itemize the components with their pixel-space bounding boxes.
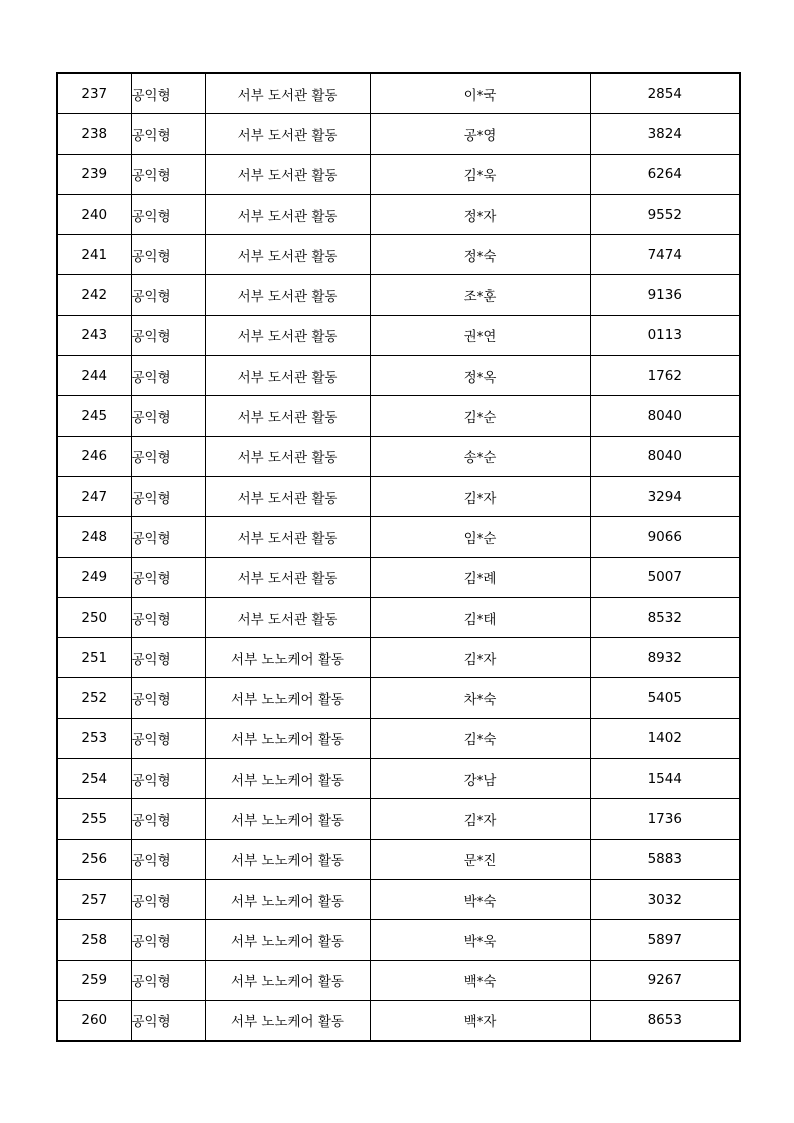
- row-number-cell: 237: [57, 73, 131, 114]
- participant-code-cell: 3032: [590, 879, 740, 919]
- participant-name-cell: 정*옥: [370, 356, 590, 396]
- table-row: [57, 315, 740, 355]
- table-row: [57, 597, 740, 637]
- participant-name-cell: 박*욱: [370, 920, 590, 960]
- row-number-cell: 257: [57, 879, 131, 919]
- activity-name-cell: 서부 노노케어 활동: [205, 920, 370, 960]
- activity-name-cell: 서부 도서관 활동: [205, 194, 370, 234]
- row-number-cell: 245: [57, 396, 131, 436]
- participant-code-cell: 9267: [590, 960, 740, 1000]
- program-type-cell: 공익형: [131, 73, 205, 114]
- row-number-cell: 241: [57, 235, 131, 275]
- row-number-cell: 240: [57, 194, 131, 234]
- activity-name-cell: 서부 노노케어 활동: [205, 960, 370, 1000]
- program-type-cell: 공익형: [131, 638, 205, 678]
- program-type-cell: 공익형: [131, 597, 205, 637]
- participant-name-cell: 차*숙: [370, 678, 590, 718]
- table-row: [57, 879, 740, 919]
- row-number-cell: 244: [57, 356, 131, 396]
- row-number-cell: 242: [57, 275, 131, 315]
- participant-code-cell: 8653: [590, 1000, 740, 1041]
- participant-code-cell: 9552: [590, 194, 740, 234]
- table-row: [57, 436, 740, 476]
- activity-name-cell: 서부 노노케어 활동: [205, 759, 370, 799]
- program-type-cell: 공익형: [131, 517, 205, 557]
- participant-name-cell: 임*순: [370, 517, 590, 557]
- activity-name-cell: 서부 노노케어 활동: [205, 678, 370, 718]
- participant-code-cell: 0113: [590, 315, 740, 355]
- activity-name-cell: 서부 도서관 활동: [205, 557, 370, 597]
- table-row: [57, 799, 740, 839]
- activity-name-cell: 서부 노노케어 활동: [205, 1000, 370, 1041]
- program-type-cell: 공익형: [131, 396, 205, 436]
- program-type-cell: 공익형: [131, 436, 205, 476]
- participant-code-cell: 6264: [590, 154, 740, 194]
- participant-name-cell: 정*숙: [370, 235, 590, 275]
- row-number-cell: 250: [57, 597, 131, 637]
- program-type-cell: 공익형: [131, 154, 205, 194]
- participant-name-cell: 권*연: [370, 315, 590, 355]
- participant-name-cell: 강*남: [370, 759, 590, 799]
- activity-name-cell: 서부 도서관 활동: [205, 154, 370, 194]
- activity-name-cell: 서부 도서관 활동: [205, 114, 370, 154]
- roster-body: [57, 73, 740, 1041]
- participant-code-cell: 8040: [590, 396, 740, 436]
- row-number-cell: 256: [57, 839, 131, 879]
- participant-code-cell: 3824: [590, 114, 740, 154]
- table-row: [57, 235, 740, 275]
- participant-name-cell: 김*자: [370, 638, 590, 678]
- table-row: [57, 638, 740, 678]
- activity-name-cell: 서부 도서관 활동: [205, 396, 370, 436]
- program-type-cell: 공익형: [131, 356, 205, 396]
- program-type-cell: 공익형: [131, 799, 205, 839]
- activity-name-cell: 서부 노노케어 활동: [205, 839, 370, 879]
- program-type-cell: 공익형: [131, 235, 205, 275]
- participant-code-cell: 7474: [590, 235, 740, 275]
- program-type-cell: 공익형: [131, 718, 205, 758]
- activity-name-cell: 서부 노노케어 활동: [205, 718, 370, 758]
- program-type-cell: 공익형: [131, 315, 205, 355]
- participant-name-cell: 백*자: [370, 1000, 590, 1041]
- program-type-cell: 공익형: [131, 839, 205, 879]
- participant-name-cell: 이*국: [370, 73, 590, 114]
- participant-code-cell: 3294: [590, 476, 740, 516]
- participant-code-cell: 9136: [590, 275, 740, 315]
- row-number-cell: 255: [57, 799, 131, 839]
- participant-code-cell: 1736: [590, 799, 740, 839]
- row-number-cell: 238: [57, 114, 131, 154]
- table-row: [57, 194, 740, 234]
- participant-code-cell: 8532: [590, 597, 740, 637]
- row-number-cell: 249: [57, 557, 131, 597]
- participant-name-cell: 백*숙: [370, 960, 590, 1000]
- participant-code-cell: 9066: [590, 517, 740, 557]
- program-type-cell: 공익형: [131, 960, 205, 1000]
- table-row: [57, 678, 740, 718]
- row-number-cell: 248: [57, 517, 131, 557]
- participant-code-cell: 1402: [590, 718, 740, 758]
- participant-code-cell: 5007: [590, 557, 740, 597]
- program-type-cell: 공익형: [131, 275, 205, 315]
- participant-code-cell: 1544: [590, 759, 740, 799]
- participant-name-cell: 김*순: [370, 396, 590, 436]
- table-row: [57, 759, 740, 799]
- participant-name-cell: 공*영: [370, 114, 590, 154]
- participant-name-cell: 김*숙: [370, 718, 590, 758]
- table-row: [57, 356, 740, 396]
- table-row: [57, 114, 740, 154]
- table-row: [57, 839, 740, 879]
- activity-name-cell: 서부 도서관 활동: [205, 73, 370, 114]
- row-number-cell: 260: [57, 1000, 131, 1041]
- participant-name-cell: 정*자: [370, 194, 590, 234]
- activity-name-cell: 서부 노노케어 활동: [205, 799, 370, 839]
- program-type-cell: 공익형: [131, 879, 205, 919]
- participant-name-cell: 조*훈: [370, 275, 590, 315]
- row-number-cell: 258: [57, 920, 131, 960]
- participant-name-cell: 김*욱: [370, 154, 590, 194]
- participant-code-cell: 1762: [590, 356, 740, 396]
- participant-name-cell: 김*태: [370, 597, 590, 637]
- activity-name-cell: 서부 도서관 활동: [205, 235, 370, 275]
- program-type-cell: 공익형: [131, 678, 205, 718]
- row-number-cell: 259: [57, 960, 131, 1000]
- activity-name-cell: 서부 노노케어 활동: [205, 879, 370, 919]
- participant-name-cell: 송*순: [370, 436, 590, 476]
- row-number-cell: 252: [57, 678, 131, 718]
- table-row: [57, 396, 740, 436]
- participant-code-cell: 5883: [590, 839, 740, 879]
- program-type-cell: 공익형: [131, 114, 205, 154]
- row-number-cell: 251: [57, 638, 131, 678]
- program-type-cell: 공익형: [131, 476, 205, 516]
- row-number-cell: 243: [57, 315, 131, 355]
- row-number-cell: 253: [57, 718, 131, 758]
- participant-name-cell: 김*자: [370, 799, 590, 839]
- program-type-cell: 공익형: [131, 557, 205, 597]
- participant-name-cell: 문*진: [370, 839, 590, 879]
- program-type-cell: 공익형: [131, 194, 205, 234]
- program-type-cell: 공익형: [131, 1000, 205, 1041]
- table-row: [57, 960, 740, 1000]
- participant-code-cell: 8040: [590, 436, 740, 476]
- table-row: [57, 718, 740, 758]
- table-row: [57, 154, 740, 194]
- table-row: [57, 517, 740, 557]
- participant-code-cell: 5897: [590, 920, 740, 960]
- row-number-cell: 246: [57, 436, 131, 476]
- row-number-cell: 247: [57, 476, 131, 516]
- table-row: [57, 1000, 740, 1041]
- row-number-cell: 254: [57, 759, 131, 799]
- program-type-cell: 공익형: [131, 920, 205, 960]
- table-row: [57, 920, 740, 960]
- activity-name-cell: 서부 도서관 활동: [205, 597, 370, 637]
- activity-name-cell: 서부 도서관 활동: [205, 356, 370, 396]
- activity-name-cell: 서부 노노케어 활동: [205, 638, 370, 678]
- participant-code-cell: 5405: [590, 678, 740, 718]
- table-row: [57, 275, 740, 315]
- table-row: [57, 557, 740, 597]
- activity-name-cell: 서부 도서관 활동: [205, 315, 370, 355]
- roster-table: [56, 72, 741, 1042]
- row-number-cell: 239: [57, 154, 131, 194]
- participant-code-cell: 8932: [590, 638, 740, 678]
- activity-name-cell: 서부 도서관 활동: [205, 476, 370, 516]
- table-row: [57, 73, 740, 114]
- program-type-cell: 공익형: [131, 759, 205, 799]
- activity-name-cell: 서부 도서관 활동: [205, 275, 370, 315]
- participant-name-cell: 김*자: [370, 476, 590, 516]
- activity-name-cell: 서부 도서관 활동: [205, 436, 370, 476]
- activity-name-cell: 서부 도서관 활동: [205, 517, 370, 557]
- table-row: [57, 476, 740, 516]
- participant-code-cell: 2854: [590, 73, 740, 114]
- participant-name-cell: 박*숙: [370, 879, 590, 919]
- participant-name-cell: 김*례: [370, 557, 590, 597]
